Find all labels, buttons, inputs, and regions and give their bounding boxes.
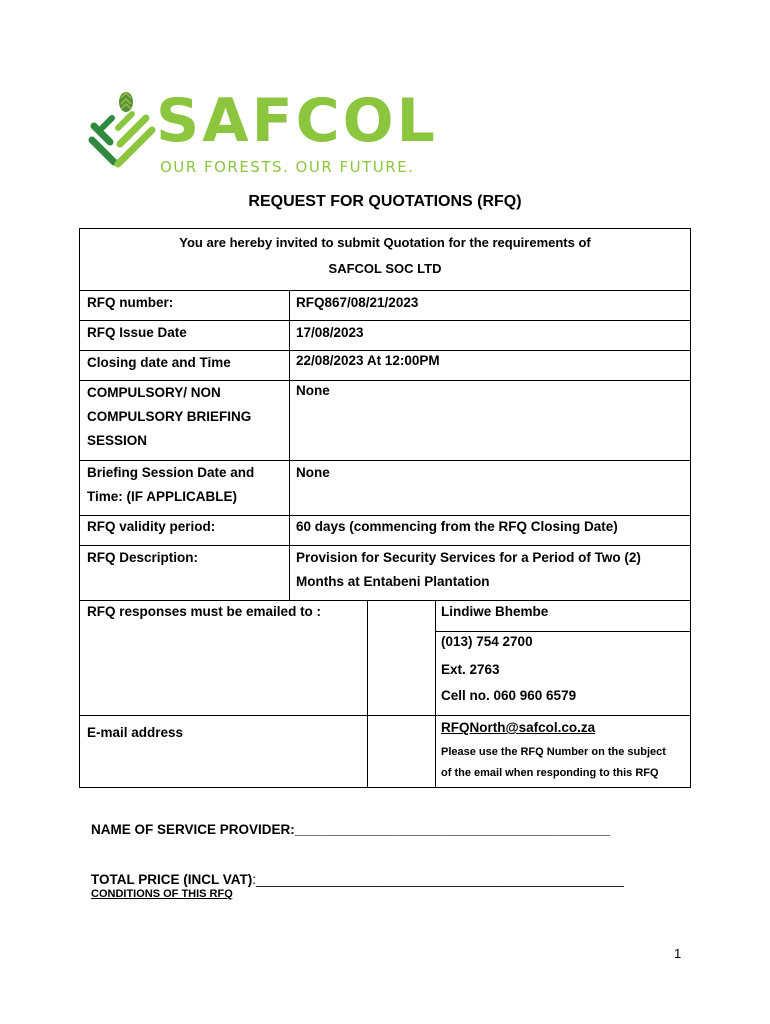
briefing-label-line-3: SESSION xyxy=(87,433,148,448)
briefing-date-label-line-2: Time: (IF APPLICABLE) xyxy=(87,489,238,504)
conditions-heading: CONDITIONS OF THIS RFQ xyxy=(91,888,233,900)
price-label: TOTAL PRICE (INCL VAT) xyxy=(91,872,253,887)
email-address-link[interactable]: RFQNorth@safcol.co.za xyxy=(441,720,596,735)
rfq-number-label: RFQ number: xyxy=(87,295,174,310)
page-number: 1 xyxy=(674,946,682,961)
rfq-number-value: RFQ867/08/21/2023 xyxy=(296,295,419,310)
logo-tagline: OUR FORESTS. OUR FUTURE. xyxy=(160,158,415,176)
contact-name: Lindiwe Bhembe xyxy=(441,604,549,619)
responses-label: RFQ responses must be emailed to : xyxy=(87,604,322,619)
email-label: E-mail address xyxy=(87,725,184,740)
briefing-label-line-1: COMPULSORY/ NON xyxy=(87,385,221,400)
provider-label: NAME OF SERVICE PROVIDER: xyxy=(91,822,295,837)
issue-date-value: 17/08/2023 xyxy=(296,325,364,340)
price-field xyxy=(91,872,624,887)
briefing-date-value: None xyxy=(296,465,330,480)
briefing-value: None xyxy=(296,383,330,398)
closing-value: 22/08/2023 At 12:00PM xyxy=(296,353,440,368)
contact-cell: Cell no. 060 960 6579 xyxy=(441,688,577,703)
rfq-details-table xyxy=(79,228,691,788)
validity-label: RFQ validity period: xyxy=(87,519,216,534)
contact-phone: (013) 754 2700 xyxy=(441,634,533,649)
closing-label: Closing date and Time xyxy=(87,355,231,370)
briefing-label-line-2: COMPULSORY BRIEFING xyxy=(87,409,252,424)
intro-line-1: You are hereby invited to submit Quotation for the requirements of xyxy=(179,235,591,250)
email-note-line-2: of the email when responding to this RFQ xyxy=(441,767,659,779)
validity-value: 60 days (commencing from the RFQ Closing Date) xyxy=(296,519,618,534)
issue-date-label: RFQ Issue Date xyxy=(87,325,187,340)
intro-line-2: SAFCOL SOC LTD xyxy=(328,261,442,276)
tree-leaf-icon xyxy=(88,88,158,178)
description-value-line-2: Months at Entabeni Plantation xyxy=(296,574,490,589)
description-label: RFQ Description: xyxy=(87,550,199,565)
contact-ext: Ext. 2763 xyxy=(441,662,500,677)
provider-blank[interactable]: __________________________________________ xyxy=(294,822,611,837)
briefing-date-label-line-1: Briefing Session Date and xyxy=(87,465,255,480)
logo-wordmark: SAFCOL xyxy=(156,86,438,156)
provider-field xyxy=(91,822,610,837)
description-value-line-1: Provision for Security Services for a Period of Two (2) xyxy=(296,550,641,565)
safcol-logo xyxy=(88,86,438,183)
email-note-line-1: Please use the RFQ Number on the subject xyxy=(441,746,666,758)
document-title: REQUEST FOR QUOTATIONS (RFQ) xyxy=(248,193,522,210)
price-blank[interactable]: :_________________________________________________ xyxy=(252,872,624,887)
